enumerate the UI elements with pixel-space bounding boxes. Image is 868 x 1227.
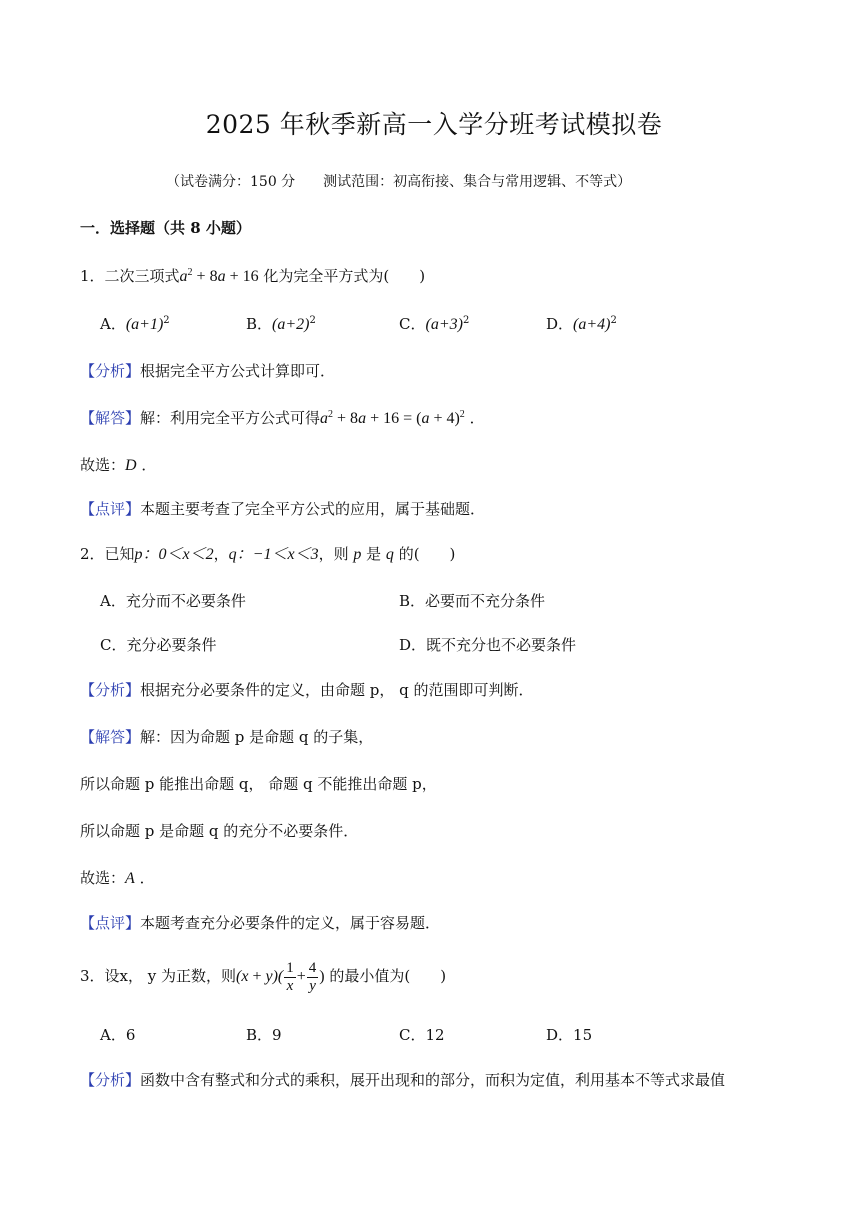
q2-analysis: 【分析】根据充分必要条件的定义，由命题 p， q 的范围即可判断． xyxy=(80,681,534,699)
q3-option-b[interactable]: B．9 xyxy=(246,1026,282,1044)
q1-solution: 【解答】解：利用完全平方公式可得$a^2 + 8a + 16 = (a + 4)^2$ ． xyxy=(80,409,485,427)
q1-analysis: 【分析】根据完全平方公式计算即可． xyxy=(80,362,336,380)
q2-solution-line-3: 所以命题 p 是命题 q 的充分不必要条件． xyxy=(80,822,359,840)
q1-option-a[interactable]: A．$(a+1)^2$ xyxy=(100,315,170,333)
q2-comment: 【点评】本题考查充分必要条件的定义，属于容易题． xyxy=(80,914,441,932)
q1-solution-formula: $a^2 + 8a + 16 = (a + 4)^2$ xyxy=(320,409,465,427)
q3-fraction-1: $\frac{1}{x}$ xyxy=(286,959,294,994)
q2-solution-line-2: 所以命题 p 能推出命题 q， 命题 q 不能推出命题 p， xyxy=(80,775,437,793)
q2-solution-line-1: 【解答】解：因为命题 p 是命题 q 的子集， xyxy=(80,728,374,746)
q3-option-c[interactable]: C．12 xyxy=(399,1026,445,1044)
q3-option-a[interactable]: A．6 xyxy=(100,1026,136,1044)
q2-option-c[interactable]: C．充分必要条件 xyxy=(100,636,217,654)
exam-subtitle: （试卷满分：150 分 测试范围：初高衔接、集合与常用逻辑、不等式） xyxy=(166,174,632,190)
q2-option-b[interactable]: B．必要而不充分条件 xyxy=(399,592,546,610)
q3-fraction-2: $\frac{4}{y}$ xyxy=(308,959,317,994)
q2-option-d[interactable]: D．既不充分也不必要条件 xyxy=(399,636,577,654)
section-heading: 一．选择题（共 8 小题） xyxy=(80,219,251,237)
q3-analysis: 【分析】函数中含有整式和分式的乘积，展开出现和的部分，而积为定值，利用基本不等式求最值 xyxy=(80,1071,726,1089)
q1-option-b[interactable]: B．$(a+2)^2$ xyxy=(246,315,316,333)
q3-stem: 3．设x， y 为正数，则(x + y)( $\frac{1}{x}$ + $\frac{4}{y}$ ) 的最小值为( ) xyxy=(80,959,447,994)
q2-option-a[interactable]: A．充分而不必要条件 xyxy=(100,592,246,610)
q1-option-c[interactable]: C．$(a+3)^2$ xyxy=(399,315,470,333)
q2-answer: 故选：A ． xyxy=(80,869,155,887)
q1-expression: $a^2 + 8a + 16$ xyxy=(179,267,259,285)
q3-option-d[interactable]: D．15 xyxy=(546,1026,593,1044)
page-title: 2025 年秋季新高一入学分班考试模拟卷 xyxy=(205,110,663,139)
q1-comment: 【点评】本题主要考查了完全平方公式的应用，属于基础题． xyxy=(80,500,486,518)
q1-answer: 故选：D ． xyxy=(80,456,157,474)
q1-option-d[interactable]: D．$(a+4)^2$ xyxy=(546,315,617,333)
q1-stem: 1．二次三项式$a^2 + 8a + 16$ 化为完全平方式为( ) xyxy=(80,267,426,285)
q2-stem: 2．已知p：0＜x＜2，q：−1＜x＜3，则 p 是 q 的( ) xyxy=(80,545,456,563)
q3-expression: (x + y)( xyxy=(236,968,284,985)
